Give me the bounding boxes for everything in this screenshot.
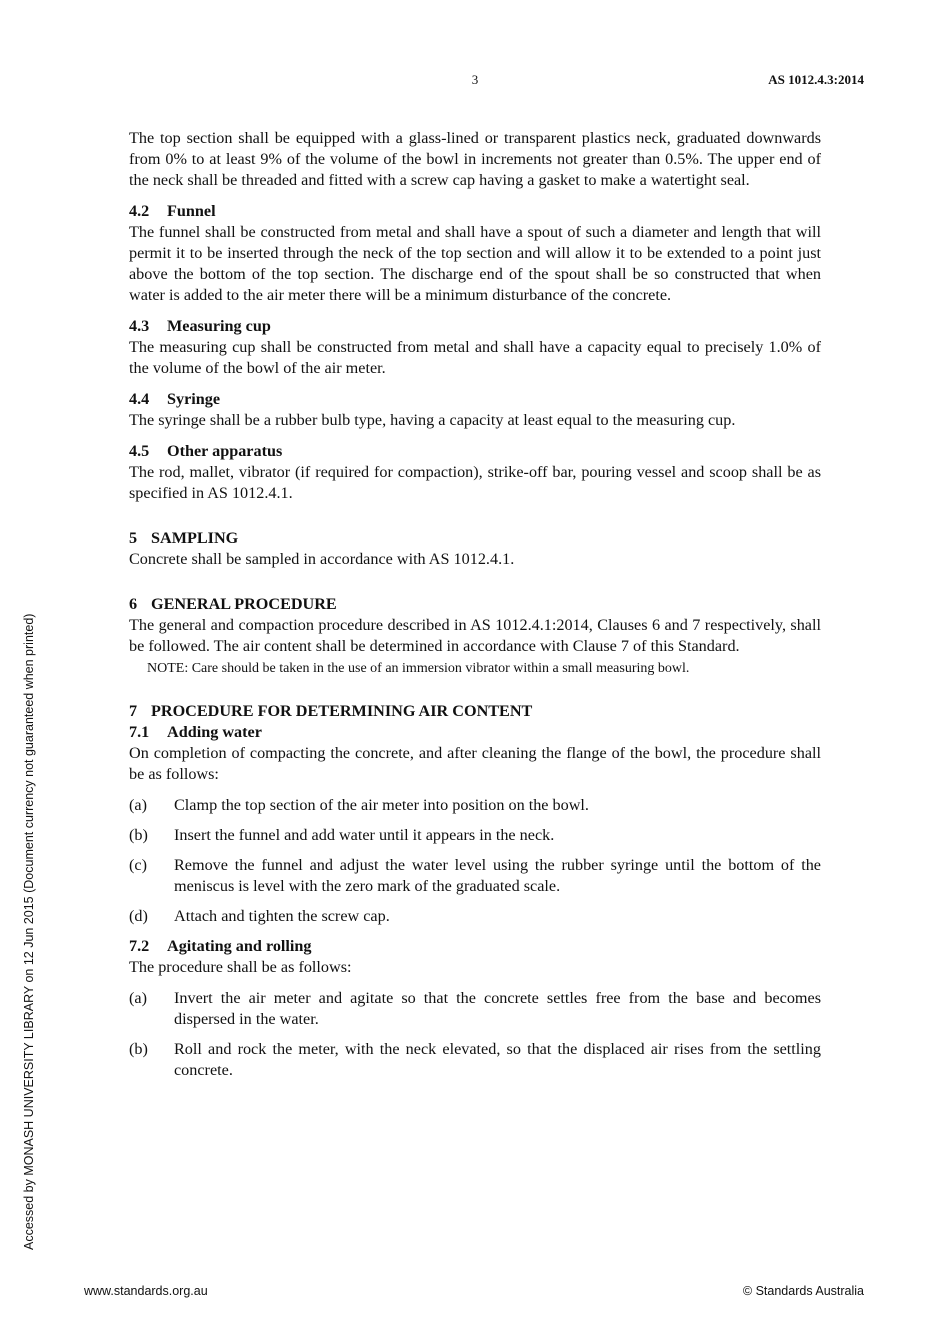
heading-7-2 xyxy=(129,936,821,957)
heading-4-5 xyxy=(129,441,821,462)
page-number: 3 xyxy=(471,72,479,87)
paragraph-7-2: The procedure shall be as follows: xyxy=(129,958,352,976)
section-number: 5 xyxy=(129,529,138,547)
note-6: NOTE: Care should be taken in the use of an immersion vibrator within a small measuring bowl. xyxy=(147,661,690,676)
section-title: Agitating and rolling xyxy=(167,937,312,955)
section-number: 4.5 xyxy=(129,442,150,460)
heading-5 xyxy=(129,528,821,549)
item-label: (b) xyxy=(129,826,148,844)
heading-4-4 xyxy=(129,389,821,410)
item-text: Invert the air meter and agitate so that the concrete settles free from the base and becomes dispersed in the water. xyxy=(174,989,821,1028)
section-number: 7 xyxy=(129,702,138,720)
list-item xyxy=(129,988,821,1030)
heading-7 xyxy=(129,701,821,722)
paragraph-7-1: On completion of compacting the concrete, and after cleaning the flange of the bowl, the procedure shall be as follows: xyxy=(129,744,821,783)
item-text: Remove the funnel and adjust the water level using the rubber syringe until the bottom of the meniscus is level with the zero mark of the graduated scale. xyxy=(174,856,821,895)
section-title: Syringe xyxy=(167,390,221,408)
item-text: Insert the funnel and add water until it appears in the neck. xyxy=(174,826,555,844)
paragraph-4-5: The rod, mallet, vibrator (if required for compaction), strike-off bar, pouring vessel and scoop shall be as specified in AS 1012.4.1. xyxy=(129,463,821,502)
section-title: Measuring cup xyxy=(167,317,271,335)
footer-website-link[interactable]: www.standards.org.au xyxy=(84,1284,208,1298)
section-title: SAMPLING xyxy=(151,529,239,547)
footer-copyright: © Standards Australia xyxy=(742,1284,864,1298)
intro-paragraph: The top section shall be equipped with a glass-lined or transparent plastics neck, graduated downwards from 0% to at least 9% of the volume of the bowl in increments not greater than 0.5%. The upper end of the neck shall be threaded and fitted with a screw cap having a gasket to make a watertight seal. xyxy=(129,129,821,189)
section-number: 4.3 xyxy=(129,317,150,335)
section-title: PROCEDURE FOR DETERMINING AIR CONTENT xyxy=(151,702,533,720)
item-label: (d) xyxy=(129,907,148,925)
section-title: Adding water xyxy=(167,723,262,741)
paragraph-6: The general and compaction procedure described in AS 1012.4.1:2014, Clauses 6 and 7 respectively, shall be followed. The air content shall be determined in accordance with Clause 7 of this Standard. xyxy=(129,616,821,655)
section-number: 7.1 xyxy=(129,723,150,741)
item-text: Clamp the top section of the air meter into position on the bowl. xyxy=(174,796,589,814)
access-watermark: Accessed by MONASH UNIVERSITY LIBRARY on 12 Jun 2015 (Document currency not guaranteed when printed) xyxy=(22,613,36,1250)
section-title: Funnel xyxy=(167,202,216,220)
section-number: 6 xyxy=(129,595,138,613)
item-label: (b) xyxy=(129,1040,148,1058)
item-text: Attach and tighten the screw cap. xyxy=(174,907,390,925)
document-body xyxy=(129,128,821,1090)
heading-7-1 xyxy=(129,722,821,743)
heading-6 xyxy=(129,594,821,615)
paragraph-4-4: The syringe shall be a rubber bulb type, having a capacity at least equal to the measuring cup. xyxy=(129,411,736,429)
list-7-1 xyxy=(129,795,821,927)
paragraph-5: Concrete shall be sampled in accordance with AS 1012.4.1. xyxy=(129,550,515,568)
item-label: (a) xyxy=(129,989,147,1007)
heading-4-3 xyxy=(129,316,821,337)
section-number: 4.4 xyxy=(129,390,150,408)
item-label: (a) xyxy=(129,796,147,814)
paragraph-4-2: The funnel shall be constructed from metal and shall have a spout of such a diameter and length that will permit it to be inserted through the neck of the top section and will allow it to be extended to a point just above the bottom of the top section. The discharge end of the spout shall be so constructed that when water is added to the air meter there will be a minimum disturbance of the concrete. xyxy=(129,223,821,304)
item-label: (c) xyxy=(129,856,147,874)
list-item xyxy=(129,1039,821,1081)
list-7-2 xyxy=(129,988,821,1081)
paragraph-4-3: The measuring cup shall be constructed from metal and shall have a capacity equal to precisely 1.0% of the volume of the bowl of the air meter. xyxy=(129,338,821,377)
heading-4-2 xyxy=(129,201,821,222)
list-item xyxy=(129,825,821,846)
section-number: 4.2 xyxy=(129,202,150,220)
list-item xyxy=(129,906,821,927)
document-id: AS 1012.4.3:2014 xyxy=(768,72,864,87)
list-item xyxy=(129,855,821,897)
section-title: GENERAL PROCEDURE xyxy=(151,595,337,613)
item-text: Roll and rock the meter, with the neck elevated, so that the displaced air rises from the settling concrete. xyxy=(174,1040,821,1079)
section-title: Other apparatus xyxy=(167,442,283,460)
section-number: 7.2 xyxy=(129,937,150,955)
list-item xyxy=(129,795,821,816)
